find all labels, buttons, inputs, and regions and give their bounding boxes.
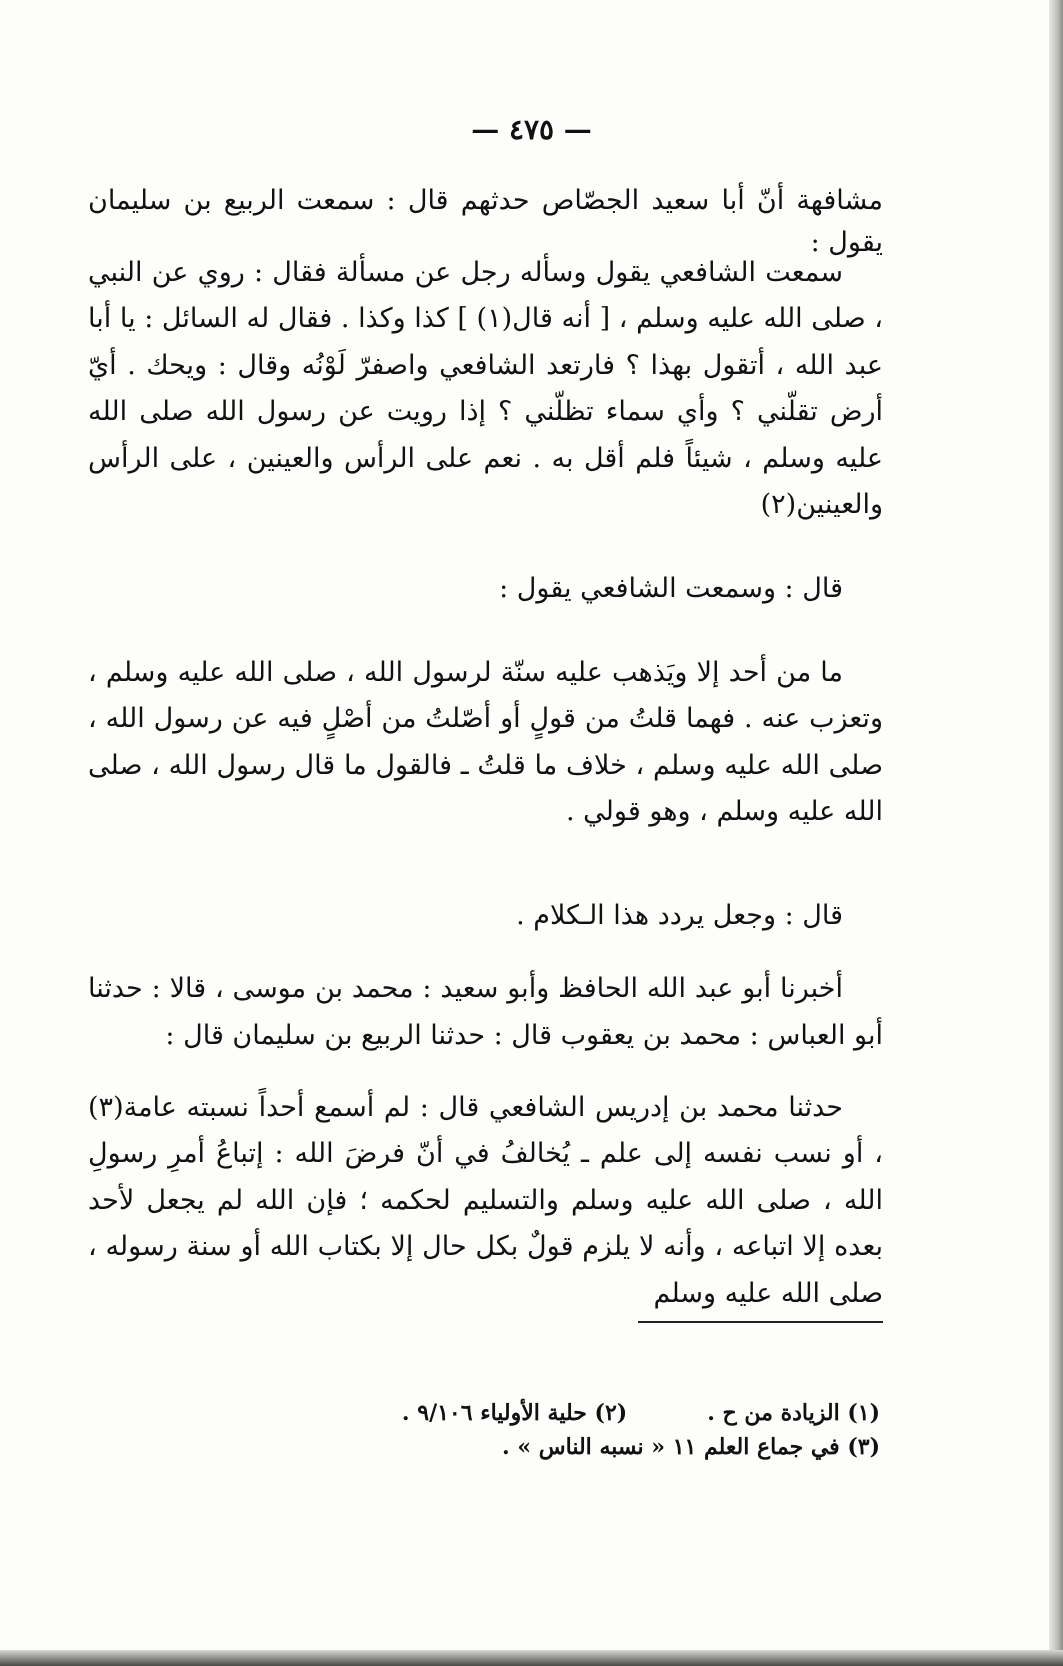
- footnote-2: (٢) حلية الأولياء ٩/١٠٦ .: [401, 1400, 628, 1426]
- footnotes: [260, 1396, 880, 1464]
- paragraph-7-text: حدثنا محمد بن إدريس الشافعي قال : لم أسمع أحداً نسبته عامة(٣) ، أو نسب نفسه إلى علم ـ يُخالفُ في أنّ فرضَ الله : إتباعُ أمرِ رسولِ الله ، صلى الله عليه وسلم والتسليم لحكمه ؛ فإن الله لم يجعل لأحد بعده إلا اتباعه ، وأنه لا يلزم قولٌ بكل حال إلا بكتاب الله أو سنة رسوله ، صلى الله عليه وسلم: [88, 1092, 883, 1309]
- paragraph-1-text: مشافهة أنّ أبا سعيد الجصّاص حدثهم قال : سمعت الربيع بن سليمان يقول :: [88, 185, 883, 258]
- paragraph-3: [88, 568, 883, 610]
- paragraph-5-text: قال : وجعل يردد هذا الـكلام .: [516, 900, 843, 931]
- paragraph-6-text: أخبرنا أبو عبد الله الحافظ وأبو سعيد : محمد بن موسى ، قالا : حدثنا أبو العباس : محمد بن يعقوب قال : حدثنا الربيع بن سليمان قال :: [88, 973, 883, 1052]
- paragraph-4-text: ما من أحد إلا ويَذهب عليه سنّة لرسول الله ، صلى الله عليه وسلم ، وتعزب عنه . فهما قلتُ من قولٍ أو أصّلتُ من أصْلٍ فيه عن رسول الله ، صلى الله عليه وسلم ، خلاف ما قلتُ ـ فالقول ما قال رسول الله ، صلى الله عليه وسلم ، وهو قولي .: [88, 657, 883, 828]
- page-edge-bottom: [0, 1650, 1063, 1666]
- footnote-row: [260, 1430, 880, 1464]
- paragraph-2: [88, 250, 883, 529]
- paragraph-7: [88, 1085, 883, 1317]
- paragraph-6: [88, 965, 883, 1060]
- footnote-row: [260, 1396, 880, 1430]
- paragraph-2-text: سمعت الشافعي يقول وسأله رجل عن مسألة فقال : روي عن النبي ، صلى الله عليه وسلم ، [ أنه قال(١) ] كذا وكذا . فقال له السائل : يا أبا عبد الله ، أتقول بهذا ؟ فارتعد الشافعي واصفرّ لَوْنُه وقال : ويحك . أيّ أرض تقلّني ؟ وأي سماء تظلّني ؟ إذا رويت عن رسول الله صلى الله عليه وسلم ، شيئاً فلم أقل به . نعم على الرأس والعينين ، على الرأس والعينين(٢): [88, 257, 883, 521]
- paragraph-3-text: قال : وسمعت الشافعي يقول :: [499, 573, 843, 604]
- page-number: — ٤٧٥ —: [471, 113, 592, 146]
- footnote-1: (١) الزيادة من ح .: [707, 1400, 880, 1426]
- page-edge-right: [1049, 0, 1063, 1666]
- footnote-3: (٣) في جماع العلم ١١ « نسبه الناس » .: [502, 1434, 880, 1461]
- paragraph-4: [88, 650, 883, 836]
- footnote-divider: [638, 1321, 883, 1323]
- paragraph-5: [88, 895, 883, 937]
